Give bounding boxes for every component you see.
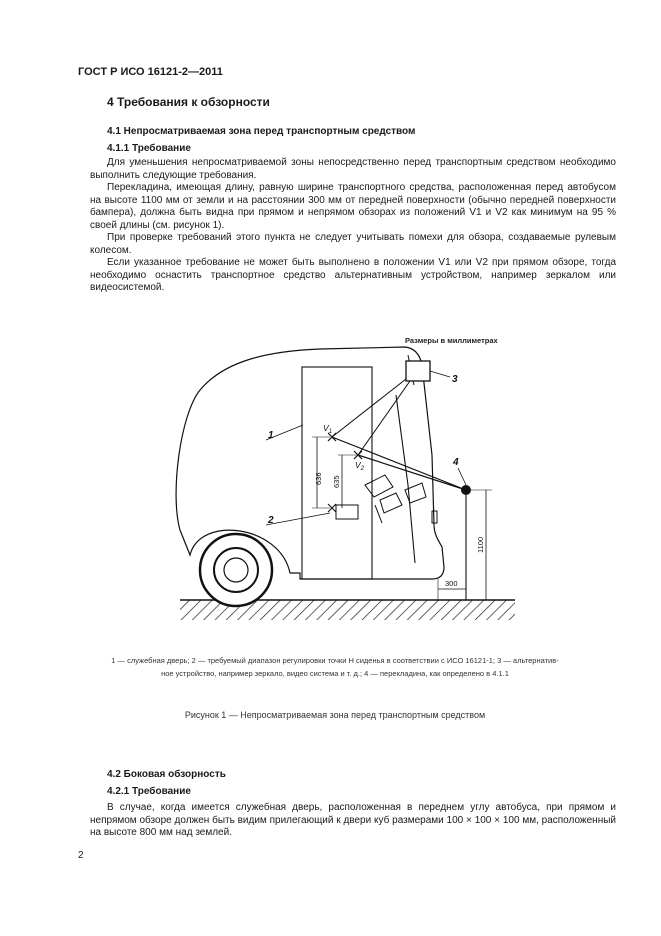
legend-line: 1 — служебная дверь; 2 — требуемый диапазон регулировки точки H сиденья в соответствии с ИСО 16121-1; 3 — альтернатив- [111,656,559,665]
h-point-range [336,505,358,519]
alternative-device [406,361,430,381]
units-note: Размеры в миллиметрах [405,336,498,345]
front-wheel [200,534,272,606]
legend-line: ное устройство, например зеркало, видео система и т. д.; 4 — перекладина, как определено в 4.1.1 [161,669,509,678]
figure-1-title: Рисунок 1 — Непросматриваемая зона перед транспортным средством [184,710,486,720]
figure-1-legend [70,654,600,680]
v2-label: $V_2$ [355,460,365,472]
section-4-2-1-body [90,802,616,840]
dimension-1100: 1100 [476,536,485,553]
paragraph: Перекладина, имеющая длину, равную ширине транспортного средства, расположенная перед автобусом на высоте 1100 мм от земли и на расстоянии 300 мм от передней поверхности (обычно передней поверхности бампера), должна быть видна при прямом и непрямом обзорах из положений V1 и V2 как минимум на 95 % своей длины (см. рисунок 1). [90,182,616,231]
sight-line [358,455,466,490]
document-header: ГОСТ Р ИСО 16121-2—2011 [78,66,223,78]
section-4-title: 4 Требования к обзорности [107,95,270,109]
callout-2: 2 [268,515,274,526]
section-4-1-title: 4.1 Непросматриваемая зона перед транспортным средством [107,126,416,137]
dimension-636: 636 [314,472,323,485]
dimension-635: 635 [332,475,341,488]
a-pillar [396,395,415,563]
section-4-1-1-title: 4.1.1 Требование [107,143,191,154]
section-4-2-title: 4.2 Боковая обзорность [107,769,226,780]
paragraph: В случае, когда имеется служебная дверь, расположенная в переднем углу автобуса, при прямом и непрямом обзоре должен быть видим прилегающий к двери куб размерами 100 × 100 × 100 мм, расположенный на высоте 800 мм над землей. [90,802,616,838]
page-number: 2 [78,850,84,861]
dimension-300: 300 [445,579,458,588]
paragraph: При проверке требований этого пункта не следует учитывать помехи для обзора, создаваемые рулевым колесом. [90,232,616,256]
v1-label: $V_1$ [323,423,333,435]
paragraph: Для уменьшения непросматриваемой зоны непосредственно перед транспортным средством необходимо выполнить следующие требования. [90,157,616,181]
figure-1-diagram [170,325,525,625]
section-4-2-1-title: 4.2.1 Требование [107,786,191,797]
paragraph: Если указанное требование не может быть выполнено в положении V1 или V2 при прямом обзоре, тогда необходимо оснастить транспортное средство альтернативным устройством, например зеркалом или видеосистемой. [90,257,616,293]
sight-line [332,379,406,437]
service-door [302,367,372,579]
callout-4: 4 [453,457,459,468]
steering-wheel [365,475,393,497]
callout-3: 3 [452,374,458,385]
bar-marker [461,485,471,495]
sight-line [332,437,466,490]
section-4-1-1-body [90,157,616,295]
callout-1: 1 [268,430,274,441]
